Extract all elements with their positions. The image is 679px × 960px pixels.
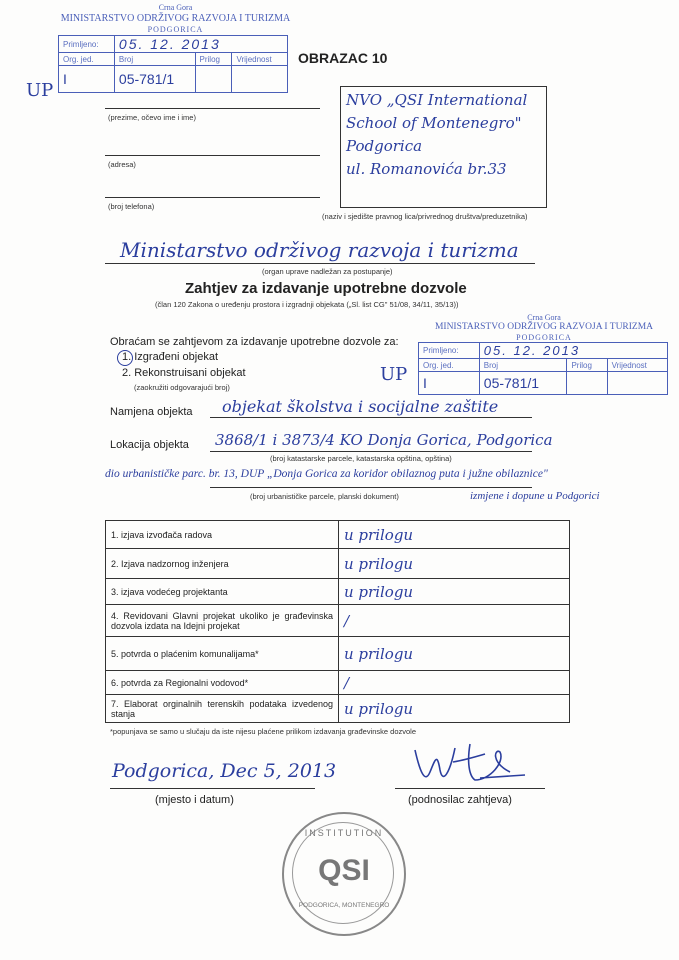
stamp-org: I bbox=[419, 372, 480, 395]
company-line: NVO „QSI International bbox=[346, 91, 528, 109]
footnote: *popunjava se samo u slučaju da iste nijesu plaćene prilikom izdavanja građevinske dozvole bbox=[110, 727, 417, 736]
stamp-col-prilog: Prilog bbox=[195, 53, 232, 66]
options-hint: (zaokružiti odgovarajući broj) bbox=[134, 383, 230, 392]
stamp-number: 05-781/1 bbox=[114, 66, 195, 93]
table-row bbox=[106, 549, 570, 579]
name-line bbox=[105, 108, 320, 109]
attachment-value: / bbox=[339, 605, 570, 637]
attachment-value: u prilogu bbox=[339, 549, 570, 579]
stamp-prefix: UP bbox=[26, 80, 54, 101]
stamp-col-org: Org. jed. bbox=[419, 359, 480, 372]
form-title: Zahtjev za izdavanje upotrebne dozvole bbox=[185, 280, 467, 297]
signature-caption: (podnosilac zahtjeva) bbox=[408, 794, 512, 806]
table-row bbox=[106, 695, 570, 723]
attachment-label: 2. Izjava nadzornog inženjera bbox=[106, 549, 339, 579]
stamp-col-broj: Broj bbox=[479, 359, 567, 372]
attachment-value: u prilogu bbox=[339, 695, 570, 723]
attachment-label: 7. Elaborat orginalnih terenskih podataka izvedenog stanja bbox=[106, 695, 339, 723]
table-row bbox=[106, 637, 570, 671]
stamp-ministry: MINISTARSTVO ODRŽIVOG RAZVOJA I TURIZMA bbox=[434, 322, 654, 332]
authority-line bbox=[105, 263, 535, 264]
purpose-line bbox=[210, 417, 532, 418]
location-value: 3868/1 i 3873/4 KO Donja Gorica, Podgorica bbox=[215, 431, 553, 449]
name-caption: (prezime, očevo ime i ime) bbox=[108, 113, 196, 122]
received-stamp-mid bbox=[418, 313, 670, 395]
table-row bbox=[106, 605, 570, 637]
seal-bottom-text: PODGORICA, MONTENEGRO bbox=[298, 902, 390, 909]
attachment-value: / bbox=[339, 671, 570, 695]
stamp-city: PODGORICA bbox=[516, 333, 572, 342]
attachment-label: 5. potvrda o plaćenim komunalijama* bbox=[106, 637, 339, 671]
urban-parcel-value-cont: izmjene i dopune u Podgorici bbox=[470, 490, 600, 502]
stamp-org: I bbox=[59, 66, 115, 93]
attachment-label: 3. izjava vodećeg projektanta bbox=[106, 579, 339, 605]
signature-line bbox=[395, 788, 545, 789]
stamp-received-label: Primljeno: bbox=[59, 36, 115, 53]
company-caption: (naziv i sjedište pravnog lica/privrednog društva/preduzetnika) bbox=[322, 212, 528, 221]
stamp-ministry: MINISTARSTVO ODRŽIVOG RAZVOJA I TURIZMA bbox=[60, 13, 291, 24]
company-box bbox=[340, 86, 547, 208]
attachments-table bbox=[105, 520, 570, 723]
purpose-value: objekat školstva i socijalne zaštite bbox=[222, 397, 499, 416]
address-line bbox=[105, 155, 320, 156]
stamp-date: 05. 12. 2013 bbox=[114, 36, 287, 53]
company-line: Podgorica bbox=[346, 137, 423, 155]
table-row bbox=[106, 521, 570, 549]
attachment-label: 1. izjava izvođača radova bbox=[106, 521, 339, 549]
address-caption: (adresa) bbox=[108, 160, 136, 169]
stamp-prefix: UP bbox=[380, 364, 408, 385]
location-label: Lokacija objekta bbox=[110, 439, 189, 451]
authority-caption: (organ uprave nadležan za postupanje) bbox=[262, 267, 393, 276]
form-code: OBRAZAC 10 bbox=[298, 50, 388, 66]
table-row bbox=[106, 579, 570, 605]
stamp-col-broj: Broj bbox=[114, 53, 195, 66]
table-row bbox=[106, 671, 570, 695]
seal-logo: QSI bbox=[318, 854, 370, 887]
location-caption: (broj katastarske parcele, katastarska opština, opština) bbox=[270, 454, 452, 463]
attachment-value: u prilogu bbox=[339, 579, 570, 605]
place-date-value: Podgorica, Dec 5, 2013 bbox=[112, 760, 337, 782]
stamp-col-org: Org. jed. bbox=[59, 53, 115, 66]
attachment-label: 6. potvrda za Regionalni vodovod* bbox=[106, 671, 339, 695]
company-line: ul. Romanovića br.33 bbox=[346, 160, 507, 178]
stamp-col-prilog: Prilog bbox=[567, 359, 607, 372]
purpose-label: Namjena objekta bbox=[110, 406, 193, 418]
phone-caption: (broj telefona) bbox=[108, 202, 155, 211]
stamp-country: Crna Gora bbox=[158, 3, 193, 12]
phone-line bbox=[105, 197, 320, 198]
option-built[interactable]: 1. Izgrađeni objekat bbox=[122, 351, 219, 363]
received-stamp-top bbox=[58, 2, 293, 93]
request-intro: Obraćam se zahtjevom za izdavanje upotrebne dozvole za: bbox=[110, 336, 399, 348]
place-date-line bbox=[110, 788, 315, 789]
stamp-city: PODGORICA bbox=[147, 25, 204, 34]
form-subtitle: (član 120 Zakona o uređenju prostora i izgradnji objekata („Sl. list CG" 51/08, 34/11, 35/13)) bbox=[155, 300, 459, 309]
stamp-date: 05. 12. 2013 bbox=[479, 343, 667, 359]
stamp-received-label: Primljeno: bbox=[419, 343, 480, 359]
urban-parcel-line bbox=[210, 487, 532, 488]
urban-parcel-value: dio urbanističke parc. br. 13, DUP „Donja Gorica za koridor obilaznog puta i južne obilaznice" bbox=[105, 468, 548, 480]
stamp-col-vrijednost: Vrijednost bbox=[607, 359, 667, 372]
stamp-col-vrijednost: Vrijednost bbox=[232, 53, 288, 66]
seal-top-text: INSTITUTION bbox=[304, 828, 384, 838]
stamp-number: 05-781/1 bbox=[479, 372, 567, 395]
option-reconstructed[interactable]: 2. Rekonstruisani objekat bbox=[122, 367, 246, 379]
authority-value: Ministarstvo održivog razvoja i turizma bbox=[120, 238, 519, 262]
company-lines bbox=[346, 89, 527, 181]
attachment-value: u prilogu bbox=[339, 637, 570, 671]
location-line bbox=[210, 451, 532, 452]
attachment-label: 4. Revidovani Glavni projekat ukoliko je građevinska dozvola izdata na Idejni projekat bbox=[106, 605, 339, 637]
urban-parcel-caption: (broj urbanističke parcele, planski dokument) bbox=[250, 492, 399, 501]
company-line: School of Montenegro" bbox=[346, 114, 522, 132]
institution-seal bbox=[282, 812, 406, 936]
stamp-country: Crna Gora bbox=[527, 313, 561, 322]
attachment-value: u prilogu bbox=[339, 521, 570, 549]
place-date-caption: (mjesto i datum) bbox=[155, 794, 234, 806]
signature bbox=[395, 740, 545, 788]
